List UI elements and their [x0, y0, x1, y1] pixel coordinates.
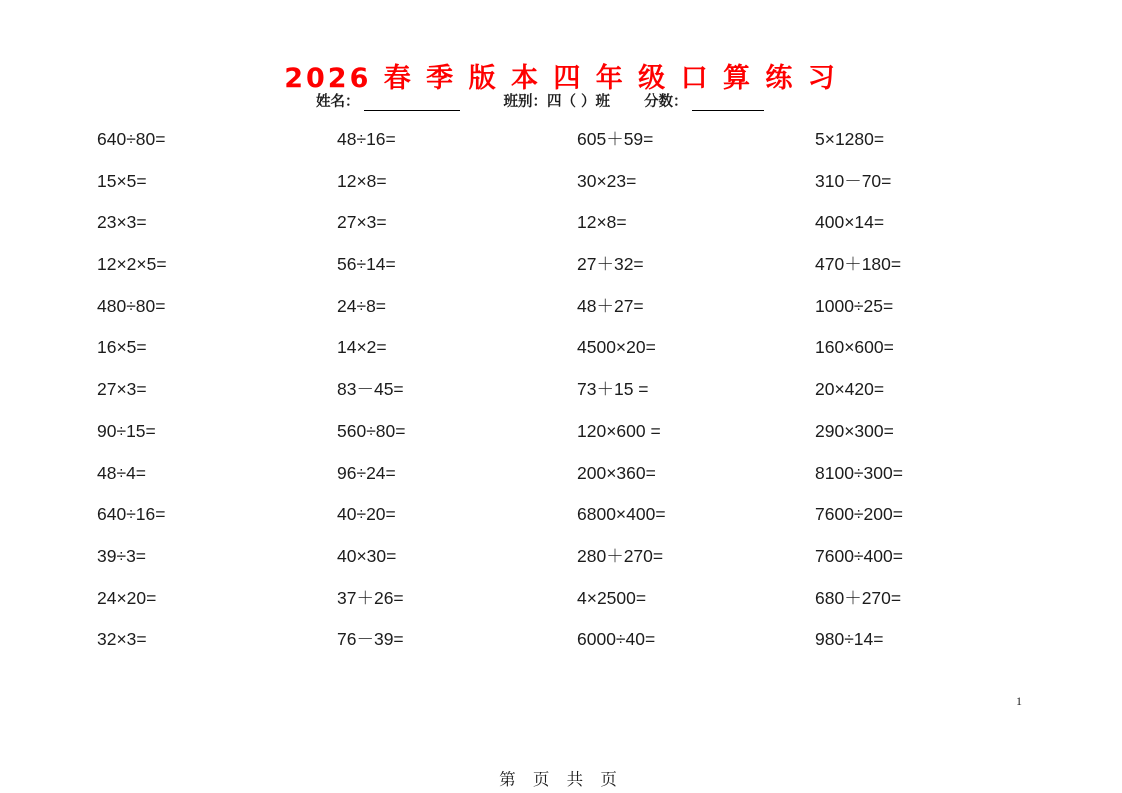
problem-cell: 980÷14= [815, 629, 884, 650]
problem-cell: 4×2500= [577, 587, 647, 608]
score-label: 分数： [644, 94, 688, 110]
problem-cell: 73＋15 = [577, 379, 649, 400]
page-footer: 第 页 共 页 [499, 770, 623, 789]
page-number: 1 [1016, 694, 1022, 708]
problem-cell: 605＋59= [577, 129, 654, 149]
problem-cell: 39÷3= [97, 545, 147, 566]
problem-cell: 23×3= [97, 212, 147, 233]
problem-grid [97, 129, 1059, 671]
problem-cell: 30×23= [577, 170, 637, 191]
problem-cell: 470＋180= [815, 254, 902, 275]
name-blank-line [364, 96, 460, 111]
problem-cell: 90÷15= [97, 420, 156, 441]
problem-cell: 6800×400= [577, 504, 666, 525]
problem-cell: 20×420= [815, 379, 885, 400]
problem-cell: 24÷8= [337, 295, 387, 316]
problem-cell: 48＋27= [577, 295, 644, 316]
problem-cell: 40÷20= [337, 504, 396, 525]
problem-cell: 5×1280= [815, 129, 885, 149]
problem-cell: 83－45= [337, 379, 404, 400]
problem-cell: 16×5= [97, 337, 147, 358]
problem-cell: 37＋26= [337, 587, 404, 608]
problem-cell: 40×30= [337, 545, 397, 566]
problem-cell: 640÷80= [97, 129, 166, 149]
problem-cell: 48÷16= [337, 129, 396, 149]
problem-cell: 8100÷300= [815, 462, 903, 483]
problem-cell: 280＋270= [577, 545, 664, 566]
problem-cell: 12×8= [337, 170, 387, 191]
problem-cell: 290×300= [815, 420, 894, 441]
problem-cell: 12×2×5= [97, 254, 167, 275]
problem-cell: 15×5= [97, 170, 147, 191]
problem-cell: 27＋32= [577, 254, 644, 275]
problem-cell: 27×3= [337, 212, 387, 233]
problem-cell: 200×360= [577, 462, 656, 483]
problem-cell: 480÷80= [97, 295, 166, 316]
problem-cell: 310－70= [815, 170, 892, 191]
problem-cell: 560÷80= [337, 420, 406, 441]
score-blank-line [692, 96, 764, 111]
worksheet-title: 2026 春 季 版 本 四 年 级 口 算 练 习 [284, 63, 838, 94]
problem-cell: 7600÷400= [815, 545, 903, 566]
problem-cell: 160×600= [815, 337, 894, 358]
problem-cell: 24×20= [97, 587, 157, 608]
problem-cell: 7600÷200= [815, 504, 903, 525]
problem-cell: 96÷24= [337, 462, 396, 483]
problem-cell: 120×600 = [577, 420, 661, 441]
problem-cell: 76－39= [337, 629, 404, 650]
problem-cell: 400×14= [815, 212, 885, 233]
problem-cell: 14×2= [337, 337, 387, 358]
problem-cell: 12×8= [577, 212, 627, 233]
problem-cell: 48÷4= [97, 462, 147, 483]
student-info-line [316, 90, 876, 111]
problem-cell: 1000÷25= [815, 295, 894, 316]
problem-cell: 640÷16= [97, 504, 166, 525]
problem-cell: 6000÷40= [577, 629, 656, 650]
problem-cell: 56÷14= [337, 254, 396, 275]
problem-cell: 4500×20= [577, 337, 656, 358]
name-label: 姓名： [316, 94, 360, 110]
problem-cell: 27×3= [97, 379, 147, 400]
problem-cell: 680＋270= [815, 587, 902, 608]
problem-cell: 32×3= [97, 629, 147, 650]
class-label: 班别：四（ ）班 [503, 94, 611, 110]
